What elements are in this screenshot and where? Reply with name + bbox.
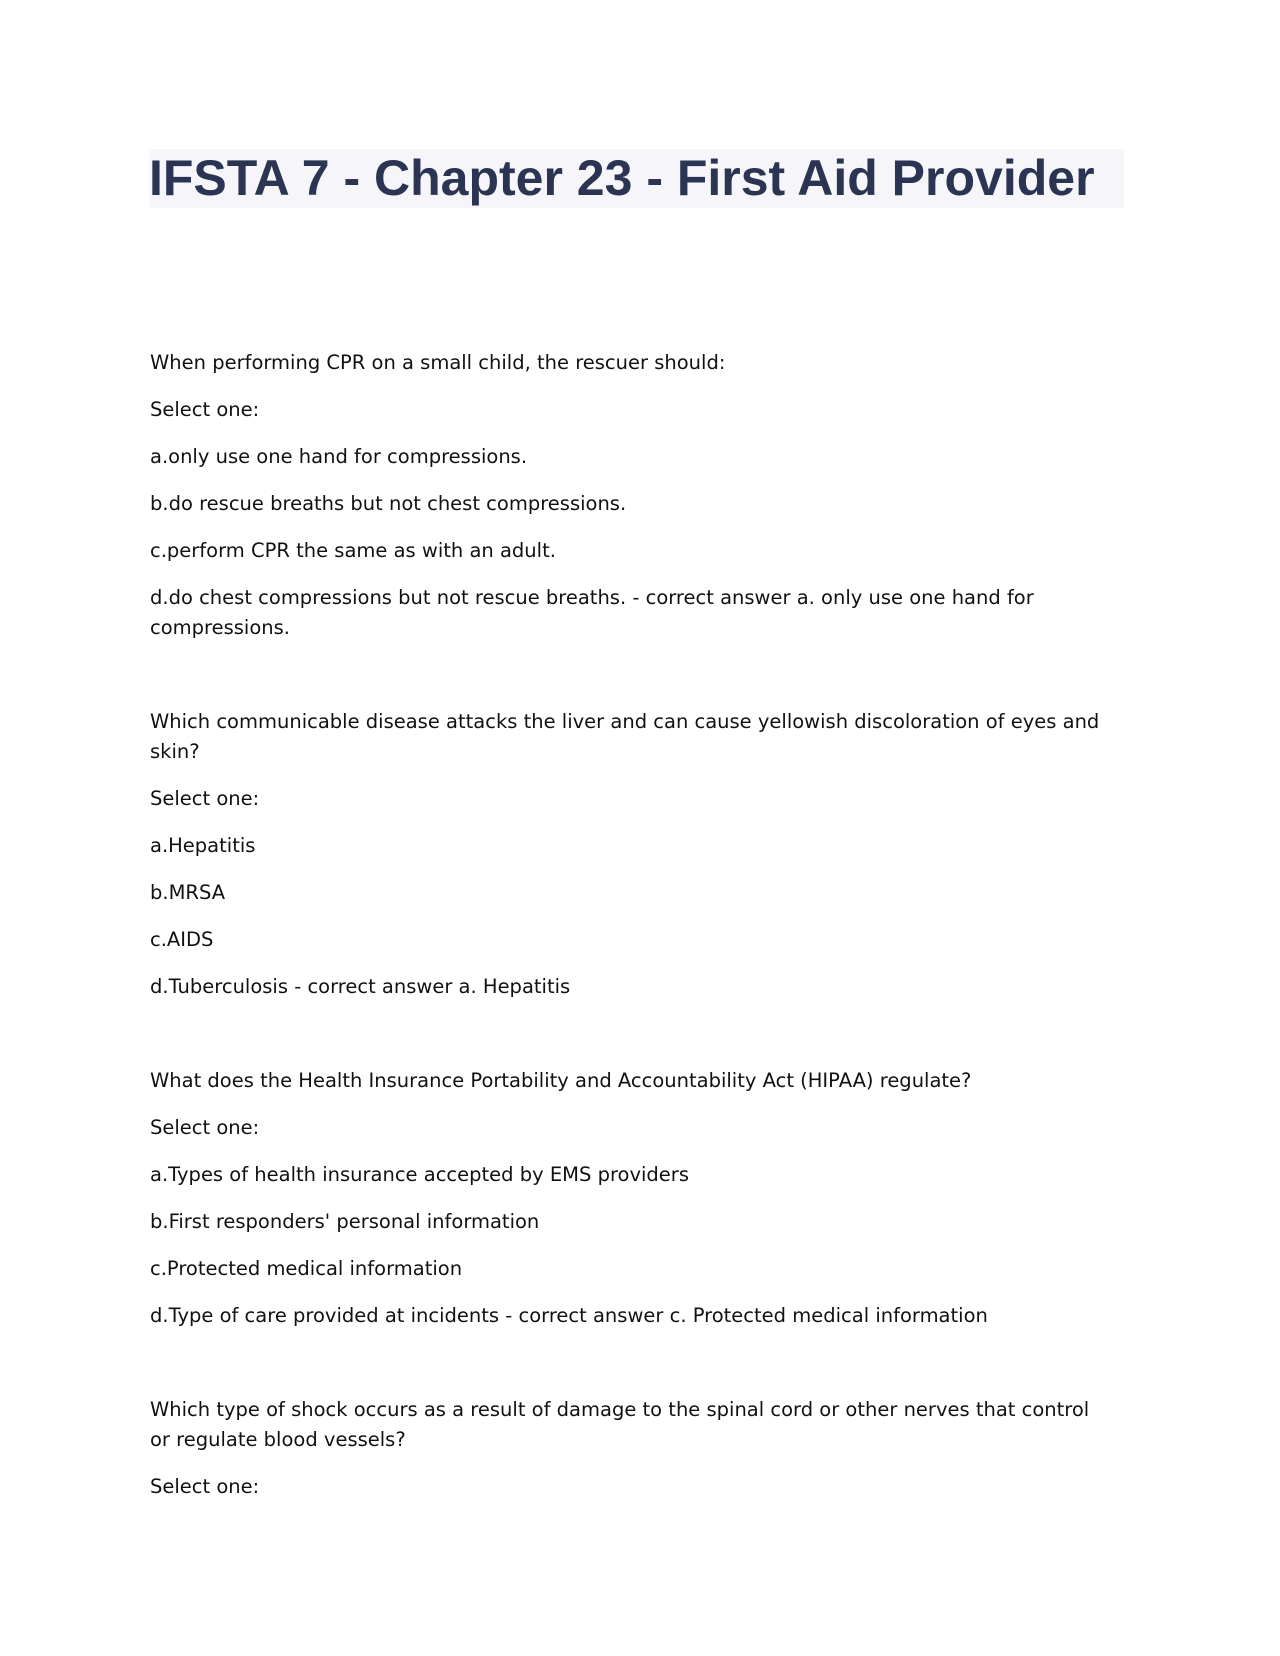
question-block-4 [150, 1395, 1110, 1502]
document-title: IFSTA 7 - Chapter 23 - First Aid Provider [149, 149, 1124, 208]
answer-option-b: b.First responders' personal information [150, 1210, 540, 1233]
question-block-3 [150, 1066, 1110, 1331]
question-prompt: Which communicable disease attacks the liver and can cause yellowish discoloration of eyes and skin? [150, 710, 1100, 763]
select-one-label: Select one: [150, 1116, 260, 1139]
answer-option-d-with-correct-answer: d.Tuberculosis - correct answer a. Hepatitis [150, 975, 571, 998]
question-block-2 [150, 707, 1110, 1002]
answer-option-b: b.do rescue breaths but not chest compressions. [150, 492, 627, 515]
question-prompt: Which type of shock occurs as a result of damage to the spinal cord or other nerves that control or regulate blood vessels? [150, 1398, 1090, 1451]
answer-option-a: a.Hepatitis [150, 834, 256, 857]
question-block-1 [150, 348, 1110, 643]
select-one-label: Select one: [150, 787, 260, 810]
question-prompt: When performing CPR on a small child, the rescuer should: [150, 351, 726, 374]
answer-option-a: a.Types of health insurance accepted by EMS providers [150, 1163, 689, 1186]
answer-option-c: c.AIDS [150, 928, 214, 951]
answer-option-c: c.Protected medical information [150, 1257, 463, 1280]
question-list [150, 348, 1110, 1566]
question-prompt: What does the Health Insurance Portability and Accountability Act (HIPAA) regulate? [150, 1069, 972, 1092]
answer-option-c: c.perform CPR the same as with an adult. [150, 539, 556, 562]
answer-option-b: b.MRSA [150, 881, 226, 904]
answer-option-d-with-correct-answer: d.do chest compressions but not rescue breaths. - correct answer a. only use one hand for compressions. [150, 586, 1034, 639]
select-one-label: Select one: [150, 1475, 260, 1498]
answer-option-d-with-correct-answer: d.Type of care provided at incidents - correct answer c. Protected medical information [150, 1304, 988, 1327]
answer-option-a: a.only use one hand for compressions. [150, 445, 528, 468]
select-one-label: Select one: [150, 398, 260, 421]
